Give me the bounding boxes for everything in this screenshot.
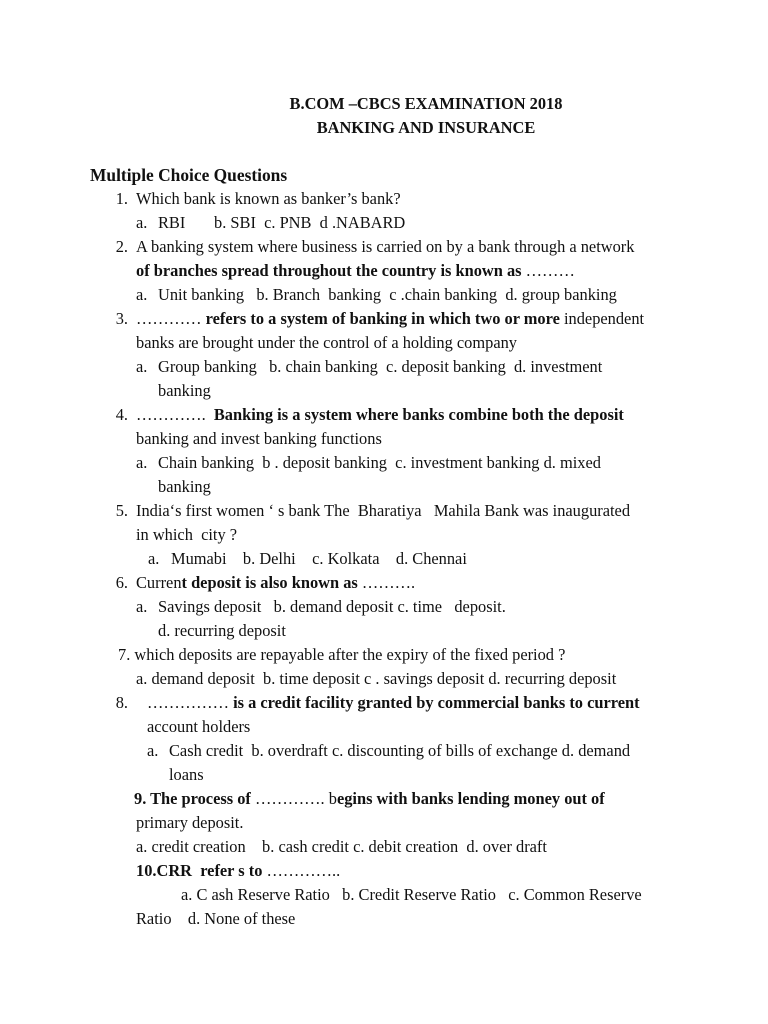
question-text: India‘s first women ‘ s bank The Bharatiya Mahila Bank was inaugurated xyxy=(136,501,631,520)
question-tail: independent xyxy=(559,309,645,328)
section-heading: Multiple Choice Questions xyxy=(90,165,288,185)
question-text-line2: in which city ? xyxy=(136,525,238,544)
options-text: RBI b. SBI c. PNB d .NABARD xyxy=(158,213,406,232)
question-bold: is a credit facility granted by commercial banks to current xyxy=(233,693,640,712)
options-text-line2: d. recurring deposit xyxy=(158,621,286,640)
question-number: 3. xyxy=(115,309,128,328)
question-bold: 9. The process of xyxy=(134,789,251,808)
question-text-line2: account holders xyxy=(147,717,251,736)
options-text: Cash credit b. overdraft c. discounting of bills of exchange d. demand xyxy=(169,741,631,760)
question-text xyxy=(136,573,415,593)
options-text: a. demand deposit b. time deposit c . savings deposit d. recurring deposit xyxy=(136,669,617,688)
options-text-line2: banking xyxy=(158,477,211,496)
question-bold: of branches spread throughout the country is known as xyxy=(136,261,522,280)
question-lead: Curren xyxy=(136,573,182,592)
option-letter: a. xyxy=(136,213,148,232)
question-bold: t deposit is also known as xyxy=(181,573,358,592)
option-letter: a. xyxy=(148,549,160,568)
question-blank: ………. xyxy=(357,573,416,592)
options-text: Mumabi b. Delhi c. Kolkata d. Chennai xyxy=(171,549,467,568)
options-text-line2: Ratio d. None of these xyxy=(136,909,296,928)
options-text-line2: banking xyxy=(158,381,211,400)
option-letter: a. xyxy=(136,453,148,472)
question-text-line2: banks are brought under the control of a holding company xyxy=(136,333,517,352)
question-blank: ……… xyxy=(521,261,575,280)
question-text-line2: banking and invest banking functions xyxy=(136,429,382,448)
question-bold: refers to a system of banking in which two or more xyxy=(205,309,560,328)
question-text xyxy=(136,405,624,425)
question-number: 5. xyxy=(115,501,128,520)
options-text-line2: loans xyxy=(169,765,204,784)
question-bold: 10.CRR refer s to xyxy=(136,861,263,880)
question-number: 2. xyxy=(115,237,128,256)
question-number: 4. xyxy=(115,405,128,424)
paper-subtitle: BANKING AND INSURANCE xyxy=(316,118,536,137)
question-number: 6. xyxy=(115,573,128,592)
exam-title: B.COM –CBCS EXAMINATION 2018 xyxy=(289,94,563,113)
question-bold-2: egins with banks lending money out of xyxy=(336,789,605,808)
option-letter: a. xyxy=(136,597,148,616)
question-number: 1. xyxy=(115,189,128,208)
option-letter: a. xyxy=(136,285,148,304)
options-text: Chain banking b . deposit banking c. investment banking d. mixed xyxy=(158,453,601,472)
options-text: Group banking b. chain banking c. deposit banking d. investment xyxy=(158,357,603,376)
option-letter: a. xyxy=(136,357,148,376)
question-text xyxy=(136,861,340,881)
option-letter: a. xyxy=(147,741,159,760)
question-text xyxy=(147,693,640,713)
options-text: Unit banking b. Branch banking c .chain banking d. group banking xyxy=(158,285,617,304)
question-blank: …………. xyxy=(136,405,214,424)
question-text xyxy=(134,789,605,809)
options-text: a. C ash Reserve Ratio b. Credit Reserve Ratio c. Common Reserve xyxy=(181,885,642,904)
question-blank: ………… xyxy=(136,309,206,328)
question-text: 7. which deposits are repayable after the expiry of the fixed period ? xyxy=(118,645,566,664)
question-text xyxy=(136,309,644,329)
question-bold: Banking is a system where banks combine both the deposit xyxy=(213,405,624,424)
question-text-line2 xyxy=(136,261,575,281)
question-text: A banking system where business is carried on by a bank through a network xyxy=(136,237,635,256)
options-text: Savings deposit b. demand deposit c. time deposit. xyxy=(158,597,506,616)
question-text: Which bank is known as banker’s bank? xyxy=(136,189,401,208)
question-blank: …………… xyxy=(147,693,234,712)
options-text: a. credit creation b. cash credit c. debit creation d. over draft xyxy=(136,837,547,856)
question-blank: …………. b xyxy=(250,789,337,808)
question-blank: ………….. xyxy=(262,861,341,880)
question-text-line2: primary deposit. xyxy=(136,813,244,832)
question-number: 8. xyxy=(115,693,128,712)
